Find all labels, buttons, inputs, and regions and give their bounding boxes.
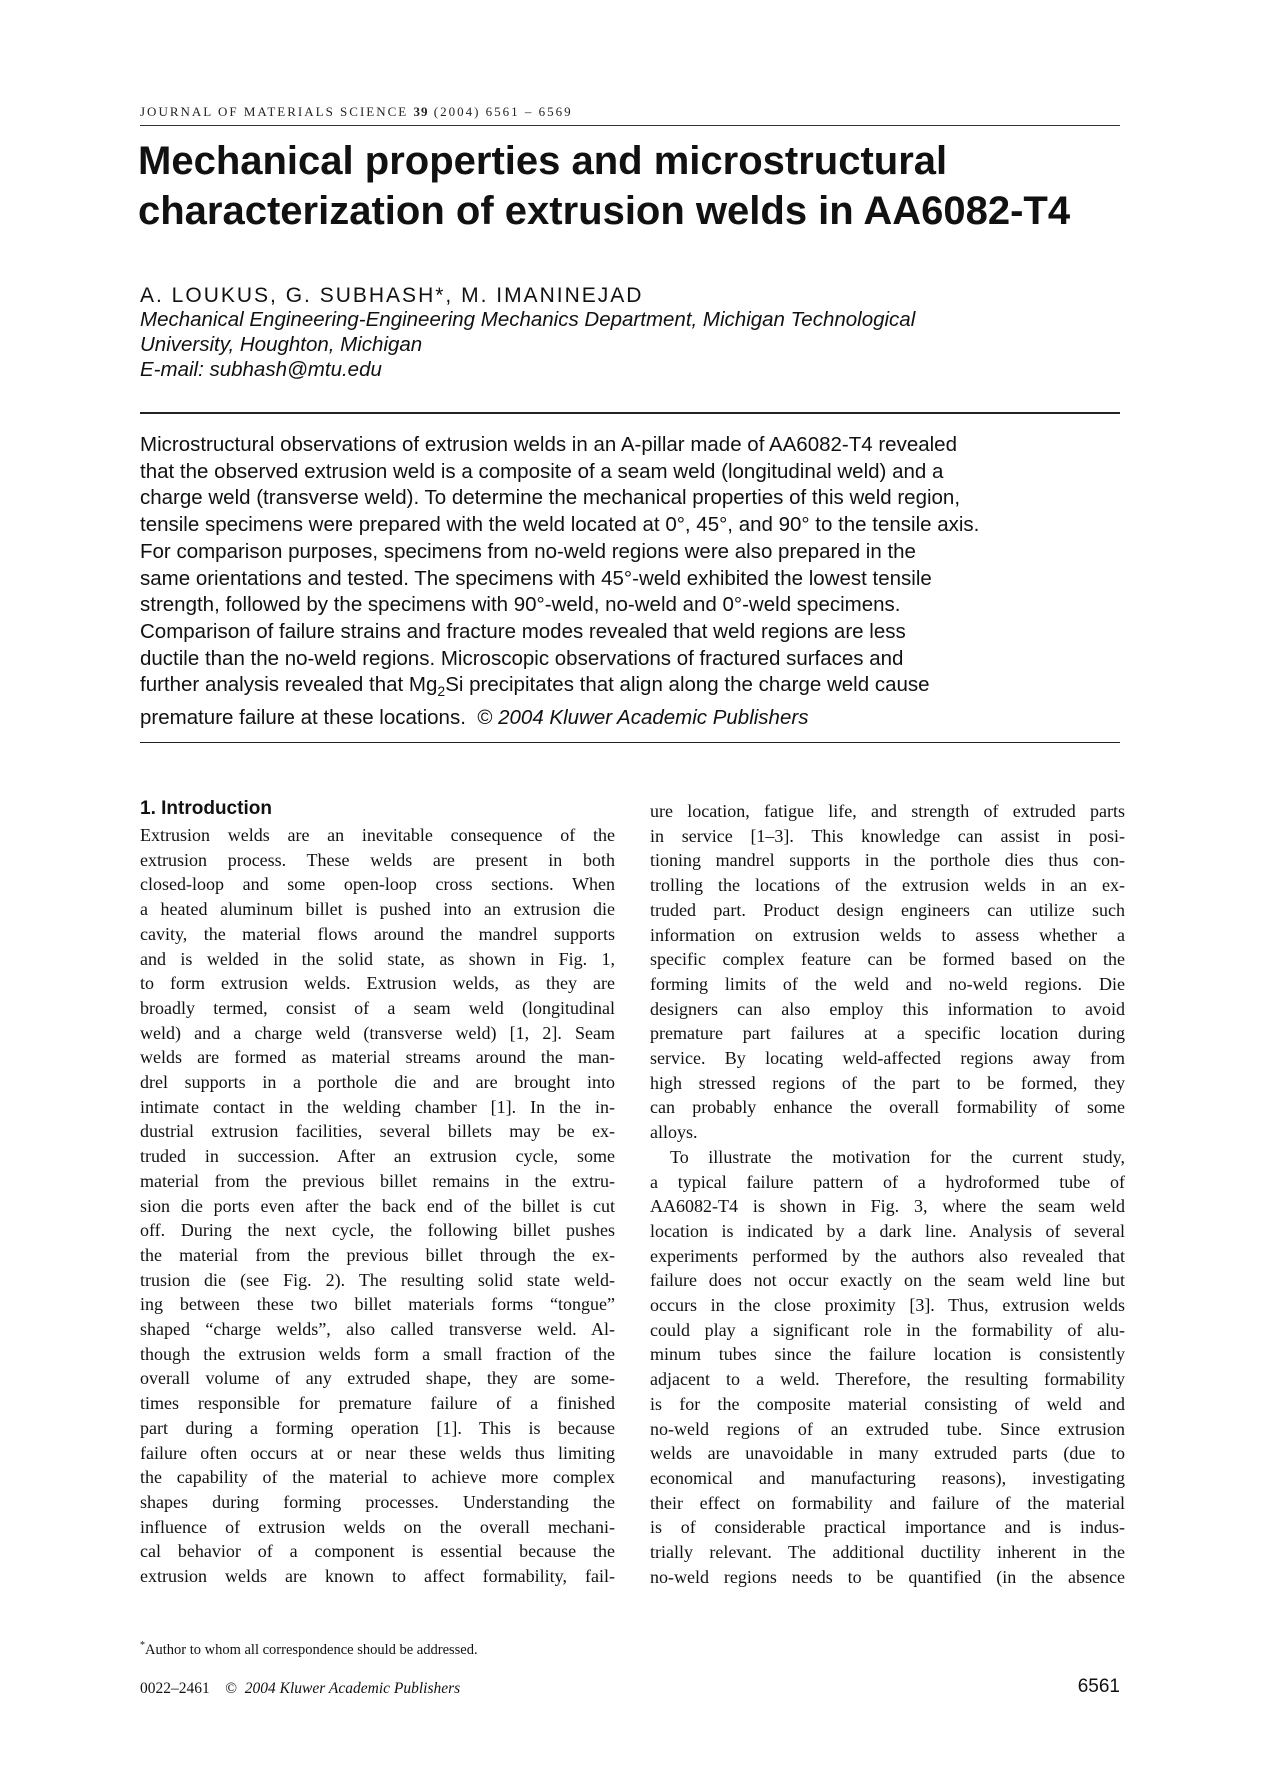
body-text-line: failure does not occur exactly on the seam weld line but xyxy=(650,1270,1125,1291)
section-heading: 1. Introduction xyxy=(140,798,272,819)
body-text-line: ure location, fatigue life, and strength of extruded parts xyxy=(650,801,1125,821)
body-text-line: adjacent to a weld. Therefore, the resulting formability xyxy=(650,1369,1125,1390)
body-text-line: a heated aluminum billet is pushed into an extrusion die xyxy=(140,899,615,920)
footer-left xyxy=(140,1680,460,1698)
body-text-line: in service [1–3]. This knowledge can assist in posi- xyxy=(650,825,1125,846)
body-text-line: forming limits of the weld and no-weld regions. Die xyxy=(650,973,1125,994)
abstract-mg-start: further analysis revealed that Mg xyxy=(140,673,438,697)
body-text-line: intimate contact in the welding chamber [1]. In the in- xyxy=(140,1096,615,1117)
author-list: A. LOUKUS, G. SUBHASH*, M. IMANINEJAD xyxy=(140,284,644,307)
abstract-line: For comparison purposes, specimens from no-weld regions were also prepared in the xyxy=(140,539,916,563)
body-text-line: minum tubes since the failure location is consistently xyxy=(650,1344,1125,1365)
body-text-line: to form extrusion welds. Extrusion welds, as they are xyxy=(140,973,615,994)
affiliation xyxy=(140,307,1130,382)
body-text-line: To illustrate the motivation for the current study, xyxy=(670,1146,1125,1167)
body-text-line: information on extrusion welds to assess whether a xyxy=(650,924,1125,945)
body-text-line: could play a significant role in the formability of alu- xyxy=(650,1319,1125,1340)
paper-title xyxy=(138,136,1128,236)
journal-name: JOURNAL OF MATERIALS SCIENCE xyxy=(140,104,409,119)
body-text-line: no-weld regions needs to be quantified (in the absence xyxy=(650,1566,1125,1587)
affiliation-line: University, Houghton, Michigan xyxy=(140,333,423,356)
body-text-line: service. By locating weld-affected regions away from xyxy=(650,1048,1125,1069)
body-text-line: trially relevant. The additional ductility inherent in the xyxy=(650,1542,1125,1563)
body-text-line: cal behavior of a component is essential because the xyxy=(140,1541,615,1562)
body-text-line: weld) and a charge weld (transverse weld) [1, 2]. Seam xyxy=(140,1022,615,1043)
body-text-line: drel supports in a porthole die and are brought into xyxy=(140,1072,615,1093)
body-text-line: ing between these two billet materials forms “tongue” xyxy=(140,1294,615,1315)
body-text-line: influence of extrusion welds on the overall mechani- xyxy=(140,1516,615,1537)
page-number: 6561 xyxy=(1077,1676,1120,1697)
abstract-mg-subscript: 2 xyxy=(437,683,446,700)
body-text-line: cavity, the material flows around the mandrel supports xyxy=(140,923,615,944)
body-text-line: closed-loop and some open-loop cross sections. When xyxy=(140,874,615,895)
body-text-line: and is welded in the solid state, as shown in Fig. 1, xyxy=(140,948,615,969)
body-text-line: welds are formed as material streams around the man- xyxy=(140,1047,615,1068)
body-text-line: failure often occurs at or near these welds thus limiting xyxy=(140,1442,615,1463)
body-text-line: the material from the previous billet through the ex- xyxy=(140,1244,615,1265)
body-text-line: location is indicated by a dark line. Analysis of several xyxy=(650,1220,1125,1241)
abstract-line xyxy=(140,705,1125,732)
title-line: characterization of extrusion welds in AA6082-T4 xyxy=(138,189,1071,233)
body-text-line: shaped “charge welds”, also called transverse weld. Al- xyxy=(140,1319,615,1340)
body-text-line: truded part. Product design engineers can utilize such xyxy=(650,899,1125,920)
body-text-line: economical and manufacturing reasons), investigating xyxy=(650,1467,1125,1488)
abstract-line: that the observed extrusion weld is a composite of a seam weld (longitudinal weld) and a xyxy=(140,459,944,483)
body-text-line: their effect on formability and failure of the material xyxy=(650,1492,1125,1513)
body-text-line: designers can also employ this information to avoid xyxy=(650,998,1125,1019)
body-text-line: trolling the locations of the extrusion welds in an ex- xyxy=(650,875,1125,896)
abstract-line: charge weld (transverse weld). To determine the mechanical properties of this weld region, xyxy=(140,486,961,510)
body-text-line: shapes during forming processes. Understanding the xyxy=(140,1491,615,1512)
journal-volume: 39 xyxy=(413,104,429,119)
footnote-text: Author to whom all correspondence should be addressed. xyxy=(145,1641,478,1658)
body-text-line: specific complex feature can be formed based on the xyxy=(650,949,1125,970)
running-head xyxy=(140,104,1120,126)
right-column xyxy=(650,799,1125,1590)
footnote-marker: * xyxy=(140,1640,145,1651)
body-text-line: part during a forming operation [1]. This is because xyxy=(140,1417,615,1438)
footer-issn: 0022–2461 xyxy=(140,1680,210,1697)
body-text-line: overall volume of any extruded shape, they are some- xyxy=(140,1368,615,1389)
abstract-line: Microstructural observations of extrusion welds in an A-pillar made of AA6082-T4 revealed xyxy=(140,433,957,456)
footnote xyxy=(140,1640,478,1659)
left-column xyxy=(140,823,615,1589)
body-text-line: is for the composite material consisting of weld and xyxy=(650,1393,1125,1414)
body-text-line: truded in succession. After an extrusion cycle, some xyxy=(140,1146,615,1167)
body-text-line: high stressed regions of the part to be formed, they xyxy=(650,1072,1125,1093)
journal-year-pages: (2004) 6561 – 6569 xyxy=(433,104,573,119)
body-text-line: Extrusion welds are an inevitable consequence of the xyxy=(140,825,615,845)
body-text-line: tioning mandrel supports in the porthole dies thus con- xyxy=(650,850,1125,871)
copyright-icon: © xyxy=(477,706,493,730)
abstract-line xyxy=(140,672,1125,705)
abstract-copyright: 2004 Kluwer Academic Publishers xyxy=(498,706,809,730)
body-text-line: sion die ports even after the back end of the billet is cut xyxy=(140,1195,615,1216)
body-text-line: broadly termed, consist of a seam weld (longitudinal xyxy=(140,997,615,1018)
affiliation-line: Mechanical Engineering-Engineering Mechanics Department, Michigan Technological xyxy=(140,308,916,331)
abstract-line: tensile specimens were prepared with the weld located at 0°, 45°, and 90° to the tensile axis. xyxy=(140,513,980,537)
body-text-line: alloys. xyxy=(650,1122,698,1143)
body-text-line: premature part failures at a specific location during xyxy=(650,1023,1125,1044)
footer-publisher: 2004 Kluwer Academic Publishers xyxy=(244,1680,461,1697)
abstract-line: Comparison of failure strains and fracture modes revealed that weld regions are less xyxy=(140,619,906,643)
body-text-line: is of considerable practical importance and is indus- xyxy=(650,1517,1125,1538)
body-text-line: extrusion process. These welds are present in both xyxy=(140,849,615,870)
abstract-line: strength, followed by the specimens with 90°-weld, no-weld and 0°-weld specimens. xyxy=(140,593,901,617)
footer-copyright-icon: © xyxy=(225,1680,238,1697)
body-text-line: no-weld regions of an extruded tube. Since extrusion xyxy=(650,1418,1125,1439)
email-line: E-mail: subhash@mtu.edu xyxy=(140,358,382,381)
body-text-line: AA6082-T4 is shown in Fig. 3, where the seam weld xyxy=(650,1196,1125,1217)
abstract-top-rule xyxy=(140,412,1120,414)
abstract-mg-end: Si precipitates that align along the charge weld cause xyxy=(445,673,930,697)
abstract-line: ductile than the no-weld regions. Microscopic observations of fractured surfaces and xyxy=(140,646,904,670)
abstract-line: same orientations and tested. The specimens with 45°-weld exhibited the lowest tensile xyxy=(140,566,932,590)
abstract-last-line: premature failure at these locations. xyxy=(140,706,466,730)
body-text-line: can probably enhance the overall formability of some xyxy=(650,1097,1125,1118)
body-text-line: occurs in the close proximity [3]. Thus, extrusion welds xyxy=(650,1295,1125,1316)
body-text-line: material from the previous billet remains in the extru- xyxy=(140,1170,615,1191)
body-text-line: dustrial extrusion facilities, several billets may be ex- xyxy=(140,1121,615,1142)
body-text-line: experiments performed by the authors also revealed that xyxy=(650,1245,1125,1266)
body-text-line: times responsible for premature failure of a finished xyxy=(140,1393,615,1414)
body-text-line: though the extrusion welds form a small fraction of the xyxy=(140,1343,615,1364)
abstract-bottom-rule xyxy=(140,742,1120,743)
title-line: Mechanical properties and microstructural xyxy=(138,139,948,183)
abstract xyxy=(140,432,1125,732)
body-text-line: off. During the next cycle, the following billet pushes xyxy=(140,1220,615,1241)
body-text-line: trusion die (see Fig. 2). The resulting solid state weld- xyxy=(140,1269,615,1290)
body-text-line: a typical failure pattern of a hydroformed tube of xyxy=(650,1171,1125,1192)
body-text-line: the capability of the material to achieve more complex xyxy=(140,1467,615,1488)
body-text-line: extrusion welds are known to affect formability, fail- xyxy=(140,1566,615,1587)
body-text-line: welds are unavoidable in many extruded parts (due to xyxy=(650,1443,1125,1464)
